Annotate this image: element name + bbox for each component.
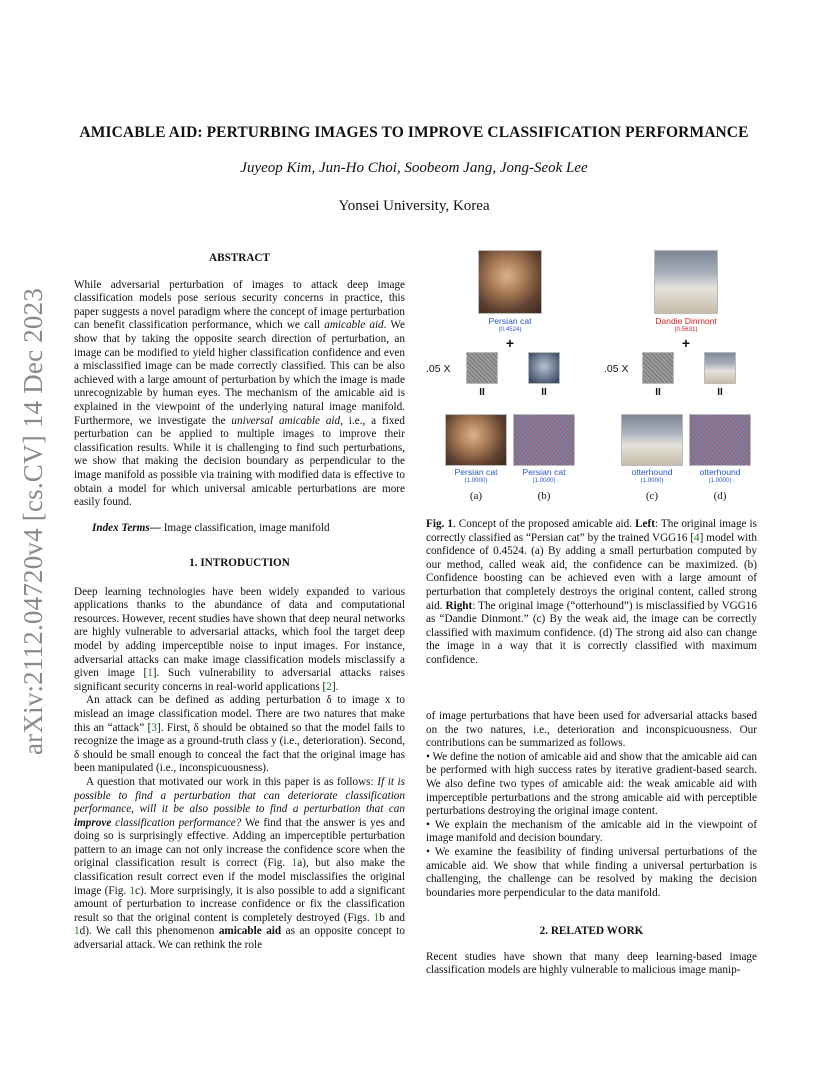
class-label: otterhound — [699, 467, 741, 477]
equals-icon: II — [479, 387, 485, 398]
confidence-value: (0.4524) — [498, 326, 522, 333]
arxiv-identifier-stamp: arXiv:2112.04720v4 [cs.CV] 14 Dec 2023 — [18, 287, 48, 755]
equals-icon: II — [655, 387, 661, 398]
contribution-item: • We define the notion of amicable aid and show that the amicable aid can be performed with high success rates by iterative gradient-based search. We also define two types of amicable aid: the weak amicable aid with imperceptible perturbations and the strong amicable aid with perceptible perturbations destroying the original image content. — [426, 750, 757, 818]
original-dog-image — [654, 250, 718, 314]
figure-1 — [424, 246, 758, 508]
introduction-section — [74, 557, 405, 953]
related-work-section — [426, 925, 757, 978]
weak-perturbation-image — [466, 352, 498, 384]
abstract-heading: ABSTRACT — [209, 252, 270, 264]
scale-factor: .05 X — [604, 363, 629, 375]
figure-link[interactable]: 1 — [291, 857, 298, 870]
author-list: Juyeop Kim, Jun-Ho Choi, Soobeom Jang, Jong-Seok Lee — [240, 160, 588, 176]
figure-link[interactable]: 1 — [373, 911, 380, 924]
class-label: Persian cat — [488, 316, 532, 326]
figure-link[interactable]: 1 — [74, 925, 80, 938]
contributions-section — [426, 710, 757, 900]
subfigure-label: (a) — [469, 490, 483, 502]
equals-icon: II — [717, 387, 723, 398]
class-label: Persian cat — [522, 467, 566, 477]
confidence-value: (1.0000) — [464, 477, 488, 484]
figure-caption: Fig. 1. Concept of the proposed amicable aid. Left: The original image is correctly classified as “Persian cat” by the trained VGG16 [4] model with confidence of 0.4524. (a) By adding a small perturbation computed by our method, called weak aid, the confidence can be maximized. (b) Confidence boosting can be achieved even with a large amount of perturbation that completely destroys the original content, called strong aid. Right: The original image (“otterhound”) is misclassified by VGG16 as “Dandie Dinmont.” (c) By the weak aid, the image can be correctly classified with maximum confidence. (d) The strong aid also can change the image in a way that it is correctly classified with maximum confidence. — [426, 518, 757, 666]
figure-link[interactable]: 1 — [129, 884, 136, 897]
confidence-value: (1.0000) — [532, 477, 556, 484]
strong-perturbation-image — [528, 352, 560, 384]
intro-paragraph-3: A question that motivated our work in this paper is as follows: If it is possible to find a perturbation that can deteriorate classification performance, will it be also possible to find a perturbation that can improve classification performance? We find that the answer is yes and doing so is surprisingly effective. Adding an imperceptible perturbation pattern to an image can not only increase the confidence score when the original classification result is correct (Fig. 1a), but also make the classification result correct even if the model misclassifies the original image (Fig. 1c). More surprisingly, it is also possible to add a significant amount of perturbation to increase confidence or fix the classification result so that the original content is completely destroyed (Figs. 1b and 1d). We call this phenomenon amicable aid as an opposite concept to adversarial attack. We can rethink the role — [74, 775, 406, 952]
strong-perturbation-image — [704, 352, 736, 384]
class-label: Dandie Dinmont — [655, 316, 717, 326]
citation-link[interactable]: 3 — [151, 721, 157, 734]
confidence-value: (0.5631) — [674, 326, 698, 333]
introduction-heading: 1. INTRODUCTION — [189, 557, 290, 569]
index-terms: Index Terms— Image classification, image manifold — [92, 522, 330, 534]
intro-paragraph-1: Deep learning technologies have been widely expanded to various applications thanks to the abundance of data and computational resources. However, recent studies have shown that deep neural networks are highly vulnerable to adversarial attacks, which fool the target deep model by adding imperceptible noise to input images. For instance, adversarial attacks can make image classification models misclassify a given image [1]. Such vulnerability to adversarial attacks raises significant security concerns in real-world applications [2]. — [74, 585, 405, 693]
related-work-text: Recent studies have shown that many deep learning-based image classification models are highly vulnerable to malicious image manip- — [426, 950, 757, 977]
original-cat-image — [478, 250, 542, 314]
scale-factor: .05 X — [426, 363, 451, 375]
contribution-item: • We explain the mechanism of the amicable aid in the viewpoint of image manifold and decision boundary. — [426, 818, 757, 845]
subfigure-label: (d) — [713, 490, 727, 502]
intro-paragraph-2: An attack can be defined as adding perturbation δ to image x to mislead an image classification model. There are two natures that make this an “attack” [3]. First, δ should be obtained so that the model fails to recognize the image as a ground-truth class y (i.e., deterioration). Second, δ should be small enough to conceal the fact that the original image has been manipulated (i.e., inconspicuousness). — [74, 694, 405, 775]
abstract-section — [74, 252, 405, 510]
contributions-intro: of image perturbations that have been used for adversarial attacks based on the two natures, i.e., deterioration and inconspicuousness. Our contributions can be summarized as follows. — [426, 710, 757, 750]
paper-title: AMICABLE AID: PERTURBING IMAGES TO IMPROVE CLASSIFICATION PERFORMANCE — [79, 124, 749, 141]
related-work-heading: 2. RELATED WORK — [539, 925, 644, 937]
citation-link[interactable]: 2 — [326, 680, 332, 693]
confidence-value: (1.0000) — [640, 477, 664, 484]
confidence-value: (1.0000) — [708, 477, 732, 484]
citation-link[interactable]: 1 — [147, 667, 153, 680]
equals-icon: II — [541, 387, 547, 398]
plus-icon: + — [505, 335, 515, 351]
subfigure-label: (b) — [537, 490, 551, 502]
citation-link[interactable]: 4 — [694, 531, 700, 544]
weak-aid-dog-image — [621, 414, 683, 466]
plus-icon: + — [681, 335, 691, 351]
abstract-text: While adversarial perturbation of images to attack deep image classification models pose serious security concerns in practice, this paper suggests a novel paradigm where the concept of image perturbation can benefit classification performance, which we call amicable aid. We show that by taking the opposite search direction of perturbation, an image can be modified to yield higher classification confidence and even a misclassified image can be made correctly classified. This can be also achieved with a large amount of perturbation by which the image is made unrecognizable by human eyes. The mechanism of the amicable aid is explained in the viewpoint of the underlying natural image manifold. Furthermore, we investigate the universal amicable aid, i.e., a fixed perturbation can be applied to multiple images to improve their classification results. While it is challenging to find such perturbations, we show that making the decision boundary as perpendicular to the image manifold as possible via training with modified data is effective to obtain a model for which universal amicable perturbations are more easily found. — [74, 278, 405, 509]
strong-aid-dog-image — [689, 414, 751, 466]
weak-aid-cat-image — [445, 414, 507, 466]
class-label: otterhound — [631, 467, 673, 477]
weak-perturbation-image — [642, 352, 674, 384]
class-label: Persian cat — [454, 467, 498, 477]
affiliation: Yonsei University, Korea — [338, 198, 490, 214]
contribution-item: • We examine the feasibility of finding universal perturbations of the amicable aid. We show that while finding a universal perturbation is challenging, the challenge can be resolved by making the decision boundaries more perpendicular to the data manifold. — [426, 845, 757, 899]
subfigure-label: (c) — [645, 490, 659, 502]
strong-aid-cat-image — [513, 414, 575, 466]
